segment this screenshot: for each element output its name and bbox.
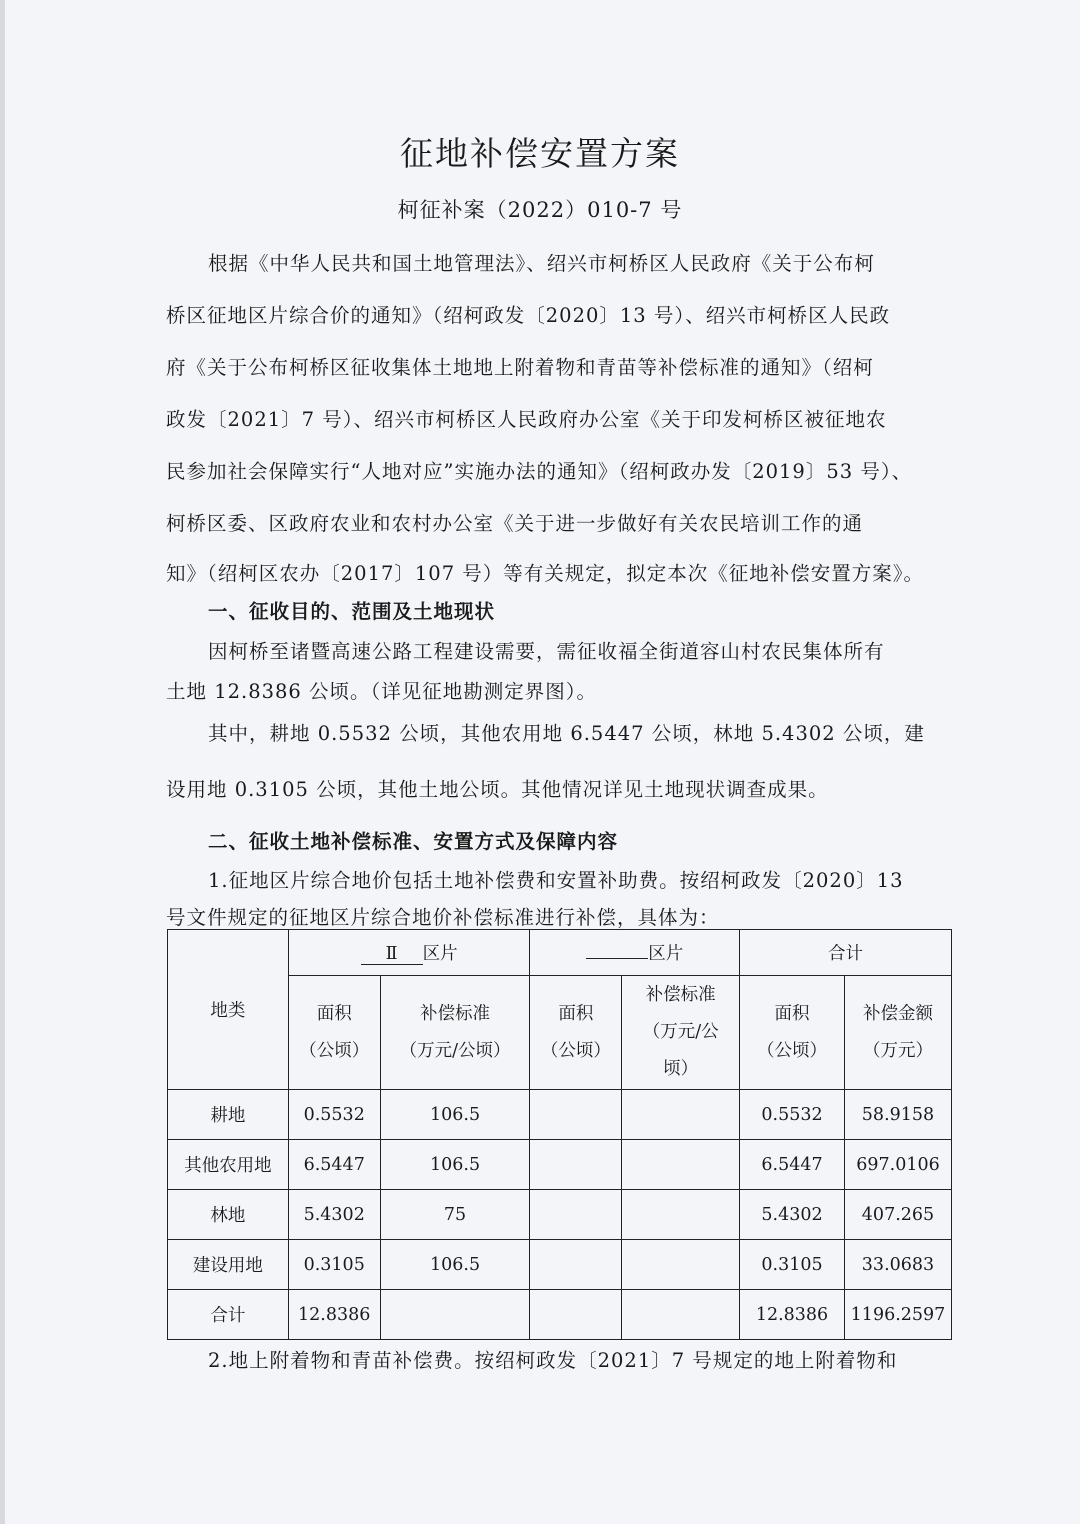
section-1-heading: 一、征收目的、范围及土地现状 xyxy=(208,600,496,623)
section-1-para-1-line-2: 土地 12.8386 公顷。（详见征地勘测定界图）。 xyxy=(166,680,598,703)
header-area-2-label: 面积 xyxy=(558,1003,594,1024)
cell-area-1: 12.8386 xyxy=(288,1290,380,1340)
header-std-2-label: 补偿标准 xyxy=(645,985,716,1005)
cell-area-2 xyxy=(530,1290,622,1340)
table-row xyxy=(168,1240,952,1290)
header-area-1 xyxy=(288,976,380,1090)
header-area-total-unit: （公顷） xyxy=(757,1040,828,1061)
header-land-type: 地类 xyxy=(168,930,289,1090)
header-std-2-unit-b: 顷） xyxy=(663,1059,699,1079)
document-number: 柯征补案（2022）010-7 号 xyxy=(397,198,683,222)
intro-line-3: 府《关于公布柯桥区征收集体土地地上附着物和青苗等补偿标准的通知》（绍柯 xyxy=(166,356,874,379)
intro-line-6: 柯桥区委、区政府农业和农村办公室《关于进一步做好有关农民培训工作的通 xyxy=(166,512,864,535)
header-std-1 xyxy=(380,976,530,1090)
header-std-1-unit: （万元/公顷） xyxy=(399,1040,511,1061)
cell-std-1: 106.5 xyxy=(380,1240,530,1290)
cell-area-2 xyxy=(530,1140,622,1190)
header-std-1-label: 补偿标准 xyxy=(420,1003,491,1024)
cell-area-1: 0.3105 xyxy=(288,1240,380,1290)
table-row xyxy=(168,1190,952,1240)
header-amount-label: 补偿金额 xyxy=(862,1003,933,1024)
cell-amount: 1196.2597 xyxy=(844,1290,951,1340)
cell-area-total: 5.4302 xyxy=(740,1190,845,1240)
intro-line-1: 根据《中华人民共和国土地管理法》、绍兴市柯桥区人民政府《关于公布柯 xyxy=(208,252,875,275)
zone-1-suffix: 区片 xyxy=(422,944,458,964)
cell-area-2 xyxy=(530,1240,622,1290)
intro-line-7: 知》（绍柯区农办〔2017〕107 号）等有关规定，拟定本次《征地补偿安置方案》。 xyxy=(166,562,925,585)
cell-std-2 xyxy=(622,1090,740,1140)
compensation-table xyxy=(167,929,952,1340)
header-area-total xyxy=(740,976,845,1090)
section-1-para-2-line-2: 设用地 0.3105 公顷，其他土地公顷。其他情况详见土地现状调查成果。 xyxy=(166,778,829,801)
cell-std-2 xyxy=(622,1190,740,1240)
header-total-group: 合计 xyxy=(740,930,952,976)
cell-land-type: 林地 xyxy=(168,1190,289,1240)
zone-2-suffix: 区片 xyxy=(648,944,684,964)
intro-line-2: 桥区征地区片综合价的通知》（绍柯政发〔2020〕13 号）、绍兴市柯桥区人民政 xyxy=(166,304,891,327)
cell-area-1: 0.5532 xyxy=(288,1090,380,1140)
cell-std-1: 75 xyxy=(380,1190,530,1240)
header-area-1-label: 面积 xyxy=(316,1003,352,1024)
intro-line-5: 民参加社会保障实行“人地对应”实施办法的通知》（绍柯政办发〔2019〕53 号）、 xyxy=(166,460,913,483)
header-amount-unit: （万元） xyxy=(862,1040,933,1061)
cell-land-type: 建设用地 xyxy=(168,1240,289,1290)
cell-std-2 xyxy=(622,1140,740,1190)
cell-land-type: 合计 xyxy=(168,1290,289,1340)
zone-1-value: Ⅱ xyxy=(361,944,423,965)
cell-amount: 697.0106 xyxy=(844,1140,951,1190)
cell-land-type: 其他农用地 xyxy=(168,1140,289,1190)
header-area-2-unit: （公顷） xyxy=(540,1040,611,1061)
header-zone-2 xyxy=(530,930,740,976)
cell-area-2 xyxy=(530,1090,622,1140)
cell-area-total: 0.5532 xyxy=(740,1090,845,1140)
cell-std-2 xyxy=(622,1240,740,1290)
section-2-para-1-line-1: 1.征地区片综合地价包括土地补偿费和安置补助费。按绍柯政发〔2020〕13 xyxy=(208,869,904,892)
section-2-para-1-line-2: 号文件规定的征地区片综合地价补偿标准进行补偿，具体为： xyxy=(166,906,720,929)
header-area-1-unit: （公顷） xyxy=(299,1040,370,1061)
table-row-total xyxy=(168,1290,952,1340)
cell-std-1 xyxy=(380,1290,530,1340)
intro-line-4: 政发〔2021〕7 号）、绍兴市柯桥区人民政府办公室《关于印发柯桥区被征地农 xyxy=(166,408,887,431)
section-2-para-2-line-1: 2.地上附着物和青苗补偿费。按绍柯政发〔2021〕7 号规定的地上附着物和 xyxy=(208,1349,898,1372)
cell-amount: 407.265 xyxy=(844,1190,951,1240)
table-header-row-1 xyxy=(168,930,952,976)
section-1-para-2-line-1: 其中，耕地 0.5532 公顷，其他农用地 6.5447 公顷，林地 5.4302 公顷，建 xyxy=(208,722,925,745)
header-std-2-unit-a: （万元/公 xyxy=(642,1022,719,1042)
cell-area-total: 0.3105 xyxy=(740,1240,845,1290)
zone-2-value xyxy=(586,958,648,959)
cell-area-total: 12.8386 xyxy=(740,1290,845,1340)
header-std-2 xyxy=(622,976,740,1090)
header-area-total-label: 面积 xyxy=(774,1003,810,1024)
header-zone-1 xyxy=(288,930,530,976)
section-1-para-1-line-1: 因柯桥至诸暨高速公路工程建设需要，需征收福全街道容山村农民集体所有 xyxy=(208,640,885,663)
header-amount xyxy=(844,976,951,1090)
document-title: 征地补偿安置方案 xyxy=(400,134,680,173)
cell-std-1: 106.5 xyxy=(380,1140,530,1190)
cell-std-2 xyxy=(622,1290,740,1340)
cell-area-total: 6.5447 xyxy=(740,1140,845,1190)
cell-area-2 xyxy=(530,1190,622,1240)
header-area-2 xyxy=(530,976,622,1090)
cell-area-1: 6.5447 xyxy=(288,1140,380,1190)
section-2-heading: 二、征收土地补偿标准、安置方式及保障内容 xyxy=(208,830,619,853)
page-edge-shadow xyxy=(0,0,5,1524)
table-row xyxy=(168,1140,952,1190)
cell-std-1: 106.5 xyxy=(380,1090,530,1140)
table-row xyxy=(168,1090,952,1140)
cell-amount: 33.0683 xyxy=(844,1240,951,1290)
cell-amount: 58.9158 xyxy=(844,1090,951,1140)
cell-area-1: 5.4302 xyxy=(288,1190,380,1240)
cell-land-type: 耕地 xyxy=(168,1090,289,1140)
